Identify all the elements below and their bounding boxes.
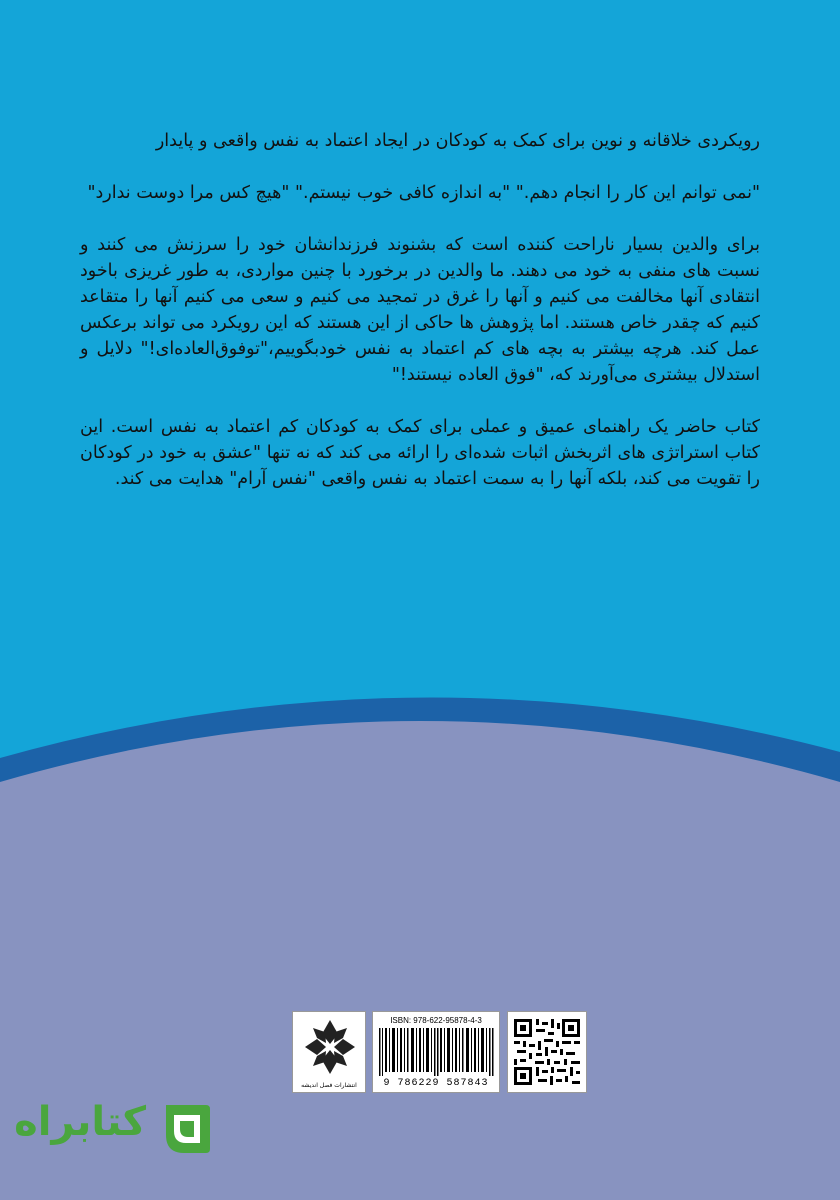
publisher-name: انتشارات فصل اندیشه (301, 1082, 357, 1089)
store-logo-text: کتابراه (14, 1099, 146, 1145)
star-flower-logo-icon (293, 1014, 367, 1080)
barcode-digits: 9 786229 587843 (383, 1078, 489, 1089)
qr-code (507, 1011, 587, 1093)
store-logo[interactable] (14, 1095, 220, 1165)
barcode-icon (379, 1028, 495, 1076)
blurb-closing: کتاب حاضر یک راهنمای عمیق و عملی برای کمک به کودکان کم اعتماد به نفس است. این کتاب استراتژی های اثربخش اثبات شده‌ای را ارائه می کند که نه تنها "عشق به خود در کودکان را تقویت می کند، بلکه آنها را به سمت اعتماد به نفس واقعی "نفس آرام" هدایت می کند. (80, 417, 760, 489)
ketabrah-book-icon (152, 1095, 220, 1163)
back-cover-blurb (80, 128, 760, 518)
isbn-barcode (372, 1011, 500, 1093)
publisher-logo (292, 1011, 366, 1093)
isbn-text: ISBN: 978-622-95878-4-3 (390, 1016, 482, 1025)
blurb-intro: رویکردی خلاقانه و نوین برای کمک به کودکان در ایجاد اعتماد به نفس واقعی و پایدار (155, 131, 760, 151)
blurb-quotes: "نمی توانم این کار را انجام دهم." "به اندازه کافی خوب نیستم." "هیچ کس مرا دوست ندارد" (87, 183, 760, 203)
qr-code-icon (514, 1019, 580, 1085)
blurb-body: برای والدین بسیار ناراحت کننده است که بشنوند فرزندانشان خود را سرزنش می کنند و نسبت های منفی به خود می دهند. ما والدین در برخورد با چنین مواردی، به طور غریزی باخود انتقادی آنها مخالفت می کنیم و آنها را غرق در تمجید می کنیم و سعی می کنیم آنها را متقاعد کنیم که چقدر خاص هستند. اما پژوهش ها حاکی از این هستند که این رویکرد می تواند برعکس عمل کند. هرچه بیشتر به بچه های کم اعتماد به نفس خودبگوییم،"توفوق‌العاده‌ای!" دلایل و استدلال بیشتری می‌آورند که، "فوق العاده نیستند!" (80, 235, 760, 385)
